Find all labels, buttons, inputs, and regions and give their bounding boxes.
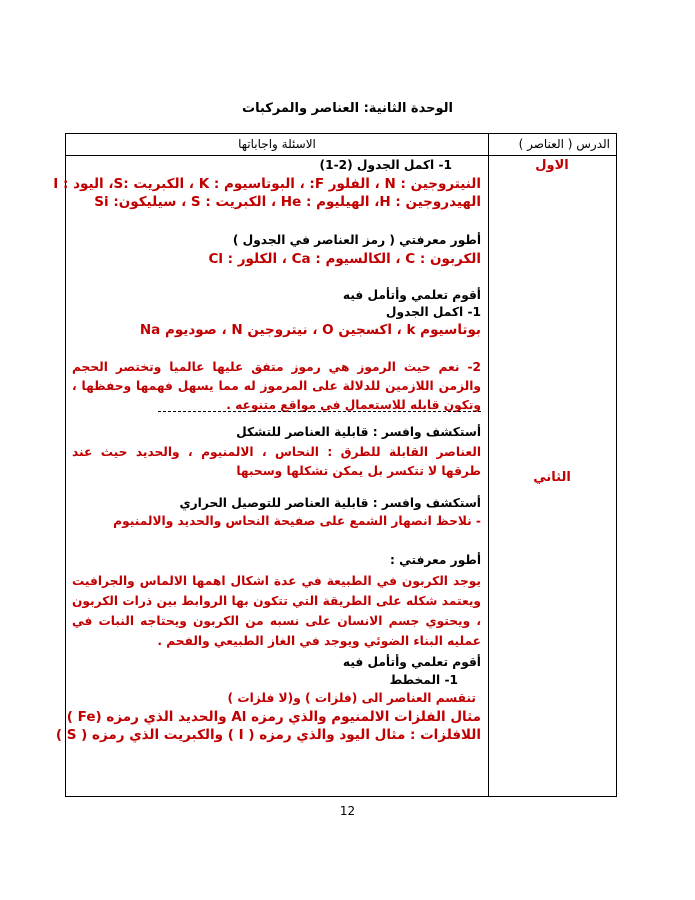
section-divider [158,411,481,412]
q3-answer-line-1: بوتاسيوم k ، اكسجين O ، نيتروجين N ، صوديوم Na [139,322,481,338]
q4-title: أستكشف وافسر : قابلية العناصر للتشكل [236,425,481,439]
q4-answer-paragraph: العناصر القابلة للطرق : النحاس ، الالمنيوم ، والحديد حيث عند طرقها لا تتكسر بل يمكن تشكلها وسحبها [72,445,481,478]
lesson-table [53,133,617,797]
q5-title: أستكشف وافسر : قابلية العناصر للتوصيل الحراري [179,496,481,510]
page-number: 12 [339,804,356,818]
q6-title: أطور معرفتي : [390,553,481,567]
q2-answer-line-1: الكربون : C ، الكالسيوم : Ca ، الكلور : Cl [208,251,481,267]
column-divider [488,134,489,796]
unit-title: الوحدة الثانية: العناصر والمركبات [242,101,453,116]
q2-title: أطور معرفتي ( رمز العناصر في الجدول ) [232,233,481,247]
q7-answer-line-1: تنقسم العناصر الى (فلزات ) و(لا فلزات ) [227,691,476,705]
q1-title: 1- اكمل الجدول (2-1) [319,158,452,172]
header-questions-answers: الاسئلة واجاباتها [238,137,316,151]
header-lesson: الدرس ( العناصر ) [518,137,610,151]
q7-title: أقوم تعلمي وأتأمل فيه [342,655,481,669]
lesson-first: الاول [535,158,569,173]
lesson-second: الثاني [533,470,571,485]
q6-answer-paragraph: يوجد الكربون في الطبيعة في عدة اشكال اهمها الالماس والجرافيت ويعتمد شكله على الطريقة التي تتكون بها الروابط بين ذرات الكربون ، ويحتوي جسم الانسان على نسبه من الكربون ويحتاجه النبات في عمليه البناء الضوئي ويوجد في الغاز الطبيعي والفحم . [72,574,481,648]
q7-subtitle: 1- المخطط [389,673,458,687]
questions-answers-cell [53,155,488,796]
q3-answer-paragraph: 2- نعم حيث الرموز هي رموز متفق عليها عالميا وتختصر الحجم والزمن اللازمين للدلالة على المرموز له مما يسهل فهمها وحفظها ، وتكون قابله للاستعمال في مواقع متنوعه . [72,360,481,412]
q1-answer-line-2: الهيدروجين : H، الهيليوم : He ، الكبريت : S ، سيليكون: Si [94,194,481,210]
q3-title: أقوم تعلمي وأتأمل فيه [342,288,481,302]
q3-subtitle: 1- اكمل الجدول [385,305,481,319]
q7-answer-line-3: اللافلزات : مثال اليود والذي رمزه ( I ) والكبريت الذي رمزه ( S ) [55,727,481,743]
q7-answer-line-2: مثال الفلزات الالمنيوم والذي رمزه Al والحديد الذي رمزه (Fe ) [66,709,481,725]
table-header-row [66,134,616,156]
q5-answer-line-1: - نلاحظ انصهار الشمع على صفيحة النحاس والحديد والالمنيوم [113,514,481,528]
q1-answer-line-1: النيتروجين : N ، الفلور F: ، البوتاسيوم : K ، الكبريت :S، اليود : I [53,176,481,192]
